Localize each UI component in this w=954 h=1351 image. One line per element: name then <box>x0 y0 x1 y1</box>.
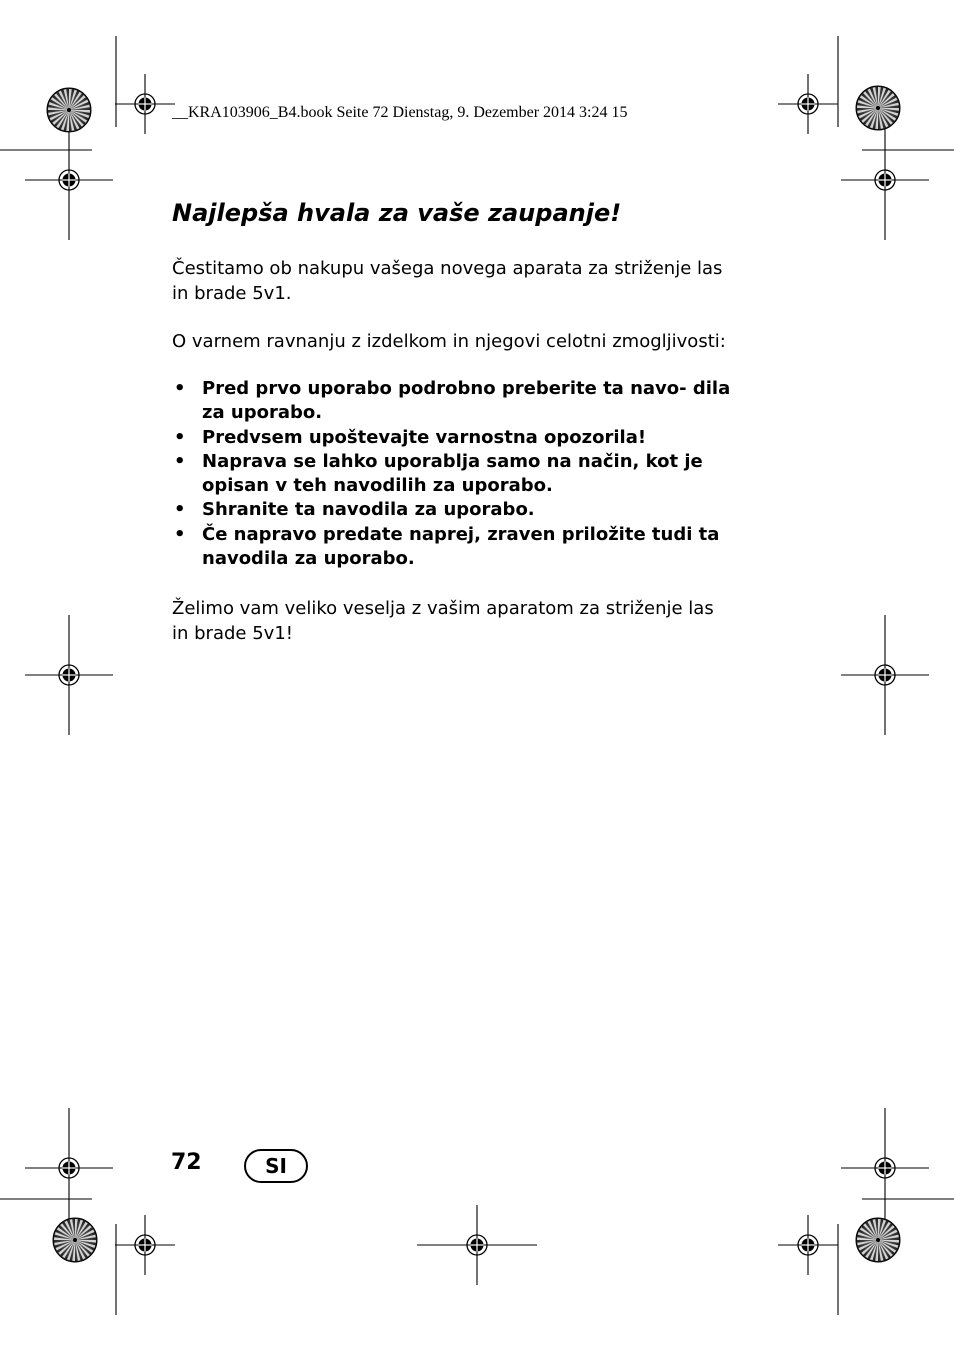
starburst-target-icon <box>856 1218 900 1262</box>
registration-target-icon <box>25 120 113 240</box>
registration-target-icon <box>25 1108 113 1228</box>
list-item <box>172 523 732 572</box>
list-item-text: Naprava se lahko uporablja samo na način, kot je opisan v teh navodilih za uporabo. <box>202 450 703 497</box>
list-item <box>172 450 732 499</box>
language-badge: SI <box>244 1149 308 1183</box>
list-item <box>172 377 732 426</box>
lead-paragraph: O varnem ravnanju z izdelkom in njegovi celotni zmogljivosti: <box>172 331 726 352</box>
registration-target-icon <box>841 615 929 735</box>
safety-list <box>172 377 732 571</box>
list-item <box>172 426 732 450</box>
bullet-icon: • <box>174 378 186 399</box>
list-item-text: Pred prvo uporabo podrobno preberite ta navo- dila za uporabo. <box>202 378 731 424</box>
registration-target-icon <box>778 1215 838 1275</box>
registration-target-icon <box>417 1205 537 1285</box>
bullet-icon: • <box>174 523 186 545</box>
print-header: __KRA103906_B4.book Seite 72 Dienstag, 9. Dezember 2014 3:24 15 <box>172 104 628 121</box>
intro-paragraph: Čestitamo ob nakupu vašega novega aparata za striženje las in brade 5v1. <box>172 258 723 304</box>
page-number: 72 <box>171 1150 202 1175</box>
registration-target-icon <box>115 1215 175 1275</box>
list-item-text: Predvsem upoštevajte varnostna opozorila! <box>202 426 647 448</box>
registration-target-icon <box>25 615 113 735</box>
bullet-icon: • <box>174 499 186 521</box>
starburst-target-icon <box>47 88 91 132</box>
bullet-icon: • <box>174 450 186 472</box>
page-title: Najlepša hvala za vaše zaupanje! <box>172 199 622 227</box>
starburst-target-icon <box>856 86 900 130</box>
registration-target-icon <box>841 120 929 240</box>
starburst-target-icon <box>53 1218 97 1262</box>
list-item-text: Če napravo predate naprej, zraven priložite tudi ta navodila za uporabo. <box>202 523 720 570</box>
closing-paragraph: Želimo vam veliko veselja z vašim aparatom za striženje las in brade 5v1! <box>172 598 714 644</box>
registration-target-icon <box>115 74 175 134</box>
registration-target-icon <box>778 74 838 134</box>
bullet-icon: • <box>174 426 186 448</box>
list-item <box>172 498 732 522</box>
list-item-text: Shranite ta navodila za uporabo. <box>202 499 535 521</box>
registration-target-icon <box>841 1108 929 1228</box>
